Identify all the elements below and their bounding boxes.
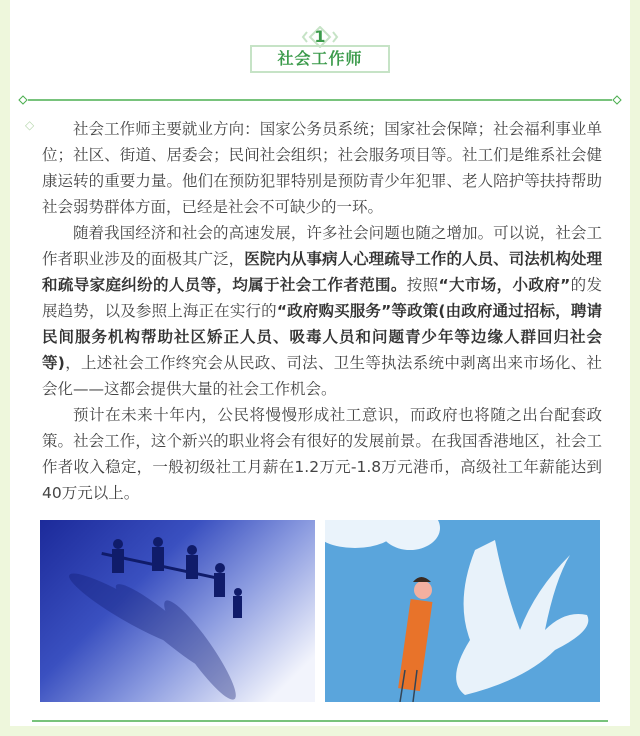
paper-people-chain-image — [40, 520, 315, 702]
bold-text: “大市场，小政府” — [438, 276, 571, 294]
bold-text: 医院内从事病人心理疏导工作的人员、司法机构处理和疏导家庭纠纷的人员等，均属于社会工作者范围。 — [42, 250, 602, 294]
text-segment: 按照 — [406, 276, 439, 294]
diamond-bullet-icon: ◇ — [25, 118, 35, 132]
bold-text: “政府购买服务”等政策(由政府通过招标，聘请民间服务机构帮助社区矫正人员、吸毒人员和问题青少年等边缘人群回归社会等) — [42, 302, 602, 372]
paragraph — [42, 220, 602, 402]
divider-bottom — [30, 716, 610, 726]
paragraph — [42, 402, 602, 506]
image-row — [40, 520, 602, 702]
article-body — [42, 116, 602, 506]
section-title: 社会工作师 — [250, 45, 390, 73]
paragraph — [42, 116, 602, 220]
text-segment: ，上述社会工作终究会从民政、司法、卫生等执法系统中剥离出来市场化、社会化——这都会提供大量的社会工作机会。 — [42, 354, 602, 398]
article-content — [42, 0, 602, 726]
text-segment: 社会工作师主要就业方向：国家公务员系统；国家社会保障；社会福利事业单位；社区、街道、居委会；民间社会组织；社会服务项目等。社工们是维系社会健康运转的重要力量。他们在预防犯罪特别是预防青少年犯罪、老人陪护等扶持帮助社会弱势群体方面，已经是社会不可缺少的一环。 — [42, 120, 602, 216]
section-number: 1 — [314, 27, 326, 46]
text-segment: 随着我国经济和社会的高速发展，许多社会问题也随之增加。可以说，社会工作者职业涉及的面极其广泛， — [42, 224, 602, 268]
text-segment: 的发展趋势，以及参照上海正在实行的 — [42, 276, 602, 320]
child-painting-dove-image — [325, 520, 600, 702]
text-segment: 预计在未来十年内，公民将慢慢形成社工意识，而政府也将随之出台配套政策。社会工作，这个新兴的职业将会有很好的发展前景。在我国香港地区，社会工作者收入稳定，一般初级社工月薪在1.2万元-1.8万元港币，高级社工年薪能达到40万元以上。 — [42, 406, 602, 502]
